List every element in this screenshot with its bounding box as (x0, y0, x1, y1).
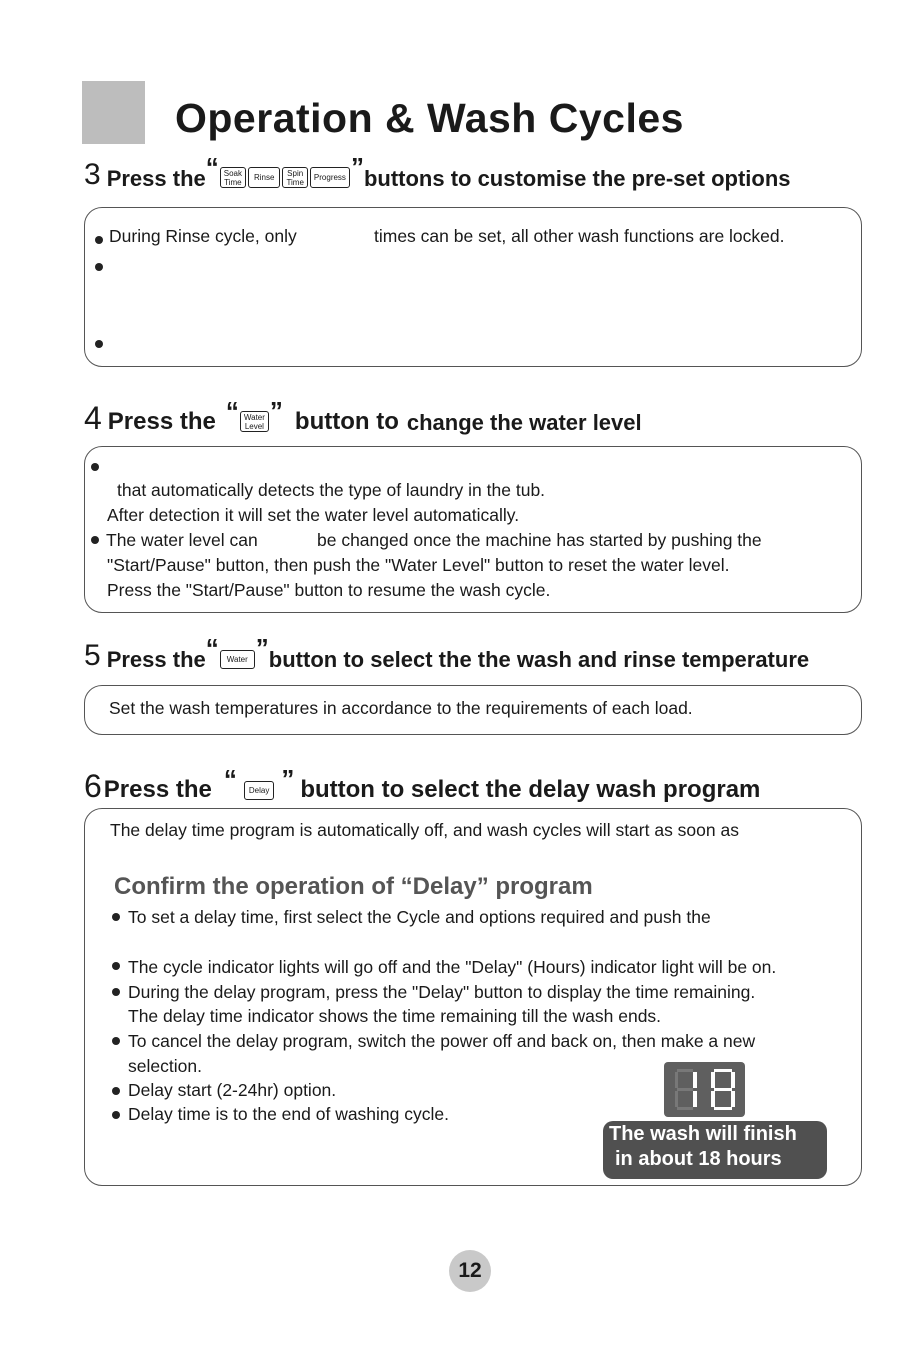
heading-text: Press the (103, 776, 212, 803)
section-4-heading (84, 396, 642, 436)
water-level-button-icon: Water Level (240, 411, 269, 432)
section-5-heading (84, 633, 810, 672)
body-text: Delay time is to the end of washing cycle. (128, 1104, 449, 1124)
soak-time-button-icon: Soak Time (220, 167, 246, 188)
section-3-heading (84, 152, 791, 191)
section-number: 3 (84, 158, 101, 191)
body-text: During the delay program, press the "Delay" button to display the time remaining. (128, 982, 756, 1002)
body-text: The cycle indicator lights will go off and the "Delay" (Hours) indicator light will be on. (128, 957, 777, 977)
open-quote: “ (223, 764, 237, 794)
bullet-icon (112, 962, 120, 970)
body-text: After detection it will set the water level automatically. (107, 505, 520, 525)
bullet-icon (112, 1037, 120, 1045)
bullet-icon (95, 263, 103, 271)
progress-button-icon: Progress (310, 167, 350, 188)
open-quote: “ (205, 633, 219, 663)
section-number: 4 (84, 400, 102, 436)
body-text: Press the "Start/Pause" button to resume the wash cycle. (107, 580, 551, 600)
delay-subheading: Confirm the operation of “Delay” program (114, 873, 593, 900)
bullet-icon (95, 236, 103, 244)
body-text: To cancel the delay program, switch the power off and back on, then make a new (128, 1031, 756, 1051)
body-text: be changed once the machine has started by pushing the (317, 530, 762, 550)
delay-button-icon: Delay (244, 781, 274, 800)
open-quote: “ (205, 152, 219, 182)
open-quote: “ (225, 396, 239, 426)
body-text: To set a delay time, first select the Cycle and options required and push the (128, 907, 711, 927)
body-text: Delay start (2-24hr) option. (128, 1080, 337, 1100)
body-text: During Rinse cycle, only (109, 226, 297, 246)
bullet-icon (91, 463, 99, 471)
bullet-icon (112, 913, 120, 921)
delay-display (664, 1062, 745, 1117)
page-title: Operation & Wash Cycles (175, 95, 684, 141)
body-text: times can be set, all other wash functions are locked. (374, 226, 785, 246)
page-number: 12 (449, 1250, 491, 1292)
body-text: that automatically detects the type of laundry in the tub. (117, 480, 546, 500)
heading-text: Press the (106, 166, 206, 191)
title-marker (82, 81, 145, 144)
callout-line: in about 18 hours (615, 1148, 782, 1170)
spin-time-button-icon: Spin Time (282, 167, 307, 188)
bullet-icon (91, 536, 99, 544)
bullet-icon (112, 1087, 120, 1095)
rinse-button-icon: Rinse (248, 167, 280, 188)
section-6-heading (84, 764, 761, 804)
heading-text: button to select the delay wash program (300, 776, 761, 803)
section-number: 5 (84, 639, 101, 672)
body-text: "Start/Pause" button, then push the "Water Level" button to reset the water level. (107, 555, 730, 575)
section-number: 6 (84, 768, 102, 804)
close-quote: ” (255, 633, 269, 663)
heading-text: Press the (106, 647, 206, 672)
close-quote: ” (350, 152, 364, 182)
water-button-icon: Water (220, 650, 255, 669)
body-text: Set the wash temperatures in accordance to the requirements of each load. (109, 698, 693, 718)
bullet-icon (112, 1111, 120, 1119)
heading-text: button to (294, 408, 399, 435)
close-quote: ” (269, 396, 283, 426)
body-text: selection. (128, 1056, 202, 1076)
heading-text: Press the (107, 408, 216, 435)
bullet-icon (95, 340, 103, 348)
body-text: The water level can (106, 530, 258, 550)
heading-text: change the water level (406, 410, 642, 435)
body-text: The delay time program is automatically off, and wash cycles will start as soon as (110, 820, 739, 840)
callout-line: The wash will finish (609, 1123, 797, 1145)
body-text: The delay time indicator shows the time remaining till the wash ends. (128, 1006, 662, 1026)
close-quote: ” (281, 764, 295, 794)
heading-text: buttons to customise the pre-set options (363, 166, 791, 191)
delay-callout (603, 1121, 827, 1179)
bullet-icon (112, 988, 120, 996)
heading-text: button to select the the wash and rinse temperature (268, 647, 810, 672)
